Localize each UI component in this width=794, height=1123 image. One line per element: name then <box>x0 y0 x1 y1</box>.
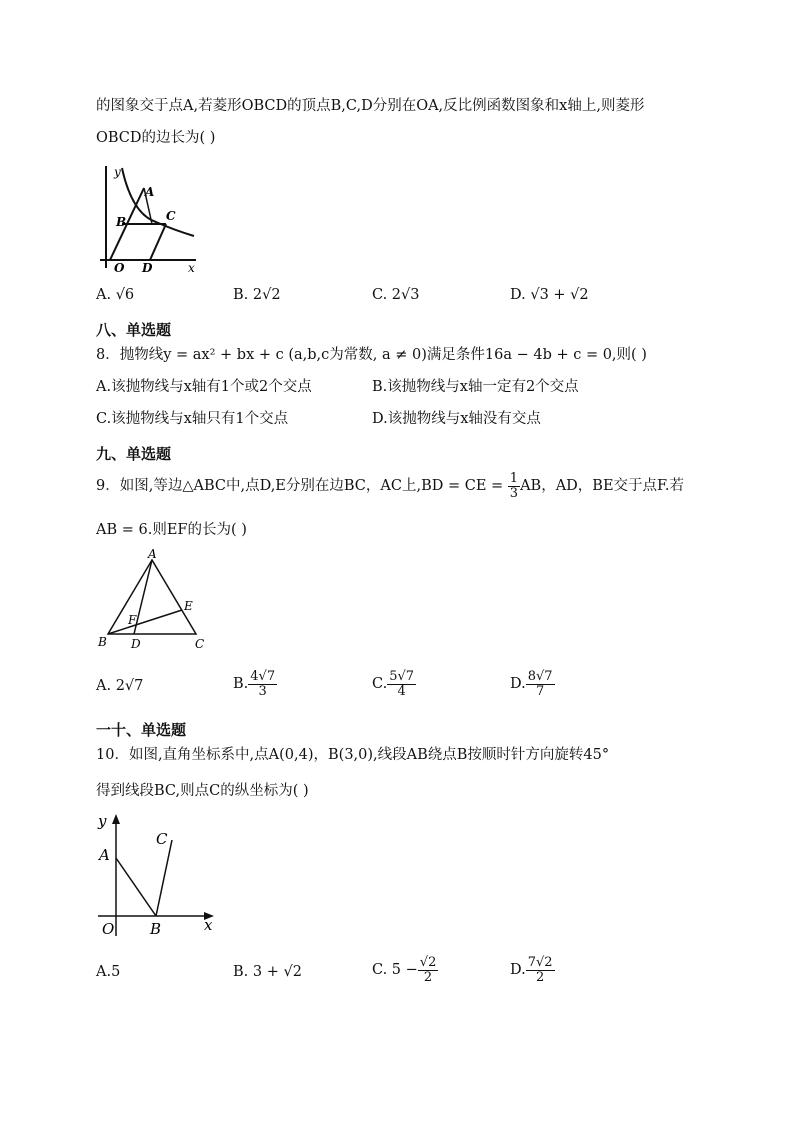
q10-option-c-den: 2 <box>423 969 433 985</box>
q9-option-b-den: 3 <box>258 683 267 699</box>
q7-label-x: x <box>188 261 195 275</box>
q10-label-O: O <box>102 920 115 938</box>
q10-option-d-prefix: D. <box>510 962 526 978</box>
q9-frac-num: 1 <box>509 470 519 486</box>
q10-stem-line1: 10．如图,直角坐标系中,点A(0,4)，B(3,0),线段AB绕点B按顺时针方向旋转45° <box>96 747 610 763</box>
q10-option-d-den: 2 <box>535 969 545 985</box>
q10-option-d[interactable] <box>510 950 555 990</box>
section-8-heading: 八、单选题 <box>96 321 172 339</box>
q9-option-d-fraction <box>526 670 555 699</box>
q10-option-c-num: √2 <box>419 954 437 970</box>
q9-label-C: C <box>195 637 205 651</box>
q9-option-d[interactable] <box>510 664 555 704</box>
q9-option-b-num: 4√7 <box>250 668 276 684</box>
q7-label-D: D <box>142 261 153 275</box>
q9-option-a[interactable]: A. 2√7 <box>96 678 144 694</box>
q8-stem: 8．抛物线y = ax² + bx + c (a,b,c为常数, a ≠ 0)满足条件16a − 4b + c = 0,则( ) <box>96 347 647 363</box>
q10-option-c-fraction <box>418 956 439 985</box>
q9-label-D: D <box>131 637 141 651</box>
q9-label-F: F <box>128 613 137 627</box>
q7-stem-line2: OBCD的边长为( ) <box>96 130 216 146</box>
q9-label-B: B <box>98 635 107 649</box>
q10-option-d-fraction <box>526 956 555 985</box>
q9-figure <box>96 547 216 651</box>
q10-option-a[interactable]: A.5 <box>96 964 121 980</box>
q10-y-arrow <box>112 814 120 824</box>
q9-option-c-den: 4 <box>397 683 406 699</box>
q7-label-y: y <box>114 165 121 179</box>
q10-option-d-num: 7√2 <box>527 954 553 970</box>
q9-option-c-num: 5√7 <box>389 668 415 684</box>
q10-stem-line2: 得到线段BC,则点C的纵坐标为( ) <box>96 783 309 799</box>
q7-label-O: O <box>114 261 125 275</box>
q9-option-c[interactable] <box>372 664 416 704</box>
q9-stem-part2: AB，AD，BE交于点F.若 <box>520 478 684 494</box>
q8-option-d[interactable]: D.该抛物线与x轴没有交点 <box>372 411 541 427</box>
q7-figure <box>96 164 206 274</box>
q9-option-b-prefix: B. <box>233 676 249 692</box>
q7-label-B: B <box>116 215 127 229</box>
q9-option-d-prefix: D. <box>510 676 526 692</box>
q7-option-d[interactable]: D. √3 + √2 <box>510 287 589 303</box>
q10-label-C: C <box>156 830 168 848</box>
q10-segment-BC <box>156 840 172 916</box>
q10-label-y: y <box>98 812 107 830</box>
q9-segment-BE <box>108 610 182 634</box>
q9-option-c-prefix: C. <box>372 676 388 692</box>
q8-option-c[interactable]: C.该抛物线与x轴只有1个交点 <box>96 411 289 427</box>
q9-label-A: A <box>148 547 157 561</box>
q7-label-C: C <box>166 209 176 223</box>
q10-label-x: x <box>204 916 213 934</box>
q7-option-a[interactable]: A. √6 <box>96 287 135 303</box>
q10-option-c-prefix: C. 5 − <box>372 962 418 978</box>
q10-segment-AB <box>116 858 156 916</box>
q7-option-c[interactable]: C. 2√3 <box>372 287 420 303</box>
q7-stem-line1: 的图象交于点A,若菱形OBCD的顶点B,C,D分别在OA,反比例函数图象和x轴上,则菱形 <box>96 98 645 114</box>
section-9-heading: 九、单选题 <box>96 445 172 463</box>
q9-option-b-fraction <box>248 670 277 699</box>
q8-option-b[interactable]: B.该抛物线与x轴一定有2个交点 <box>372 379 579 395</box>
q10-figure <box>96 812 226 942</box>
q9-triangle-ABC <box>108 560 196 634</box>
q9-stem-part1: 9．如图,等边△ABC中,点D,E分别在边BC，AC上,BD = CE = <box>96 478 508 494</box>
q10-option-c[interactable] <box>372 950 438 990</box>
q7-label-A: A <box>145 185 155 199</box>
q10-label-B: B <box>150 920 162 938</box>
q10-label-A: A <box>99 846 110 864</box>
q9-option-c-fraction <box>387 670 416 699</box>
q9-label-E: E <box>184 599 193 613</box>
q8-option-a[interactable]: A.该抛物线与x轴有1个或2个交点 <box>96 379 312 395</box>
q9-frac-den: 3 <box>509 485 519 501</box>
q9-stem-line1 <box>96 469 684 503</box>
q7-option-b[interactable]: B. 2√2 <box>233 287 281 303</box>
q9-option-d-num: 8√7 <box>527 668 553 684</box>
q9-option-d-den: 7 <box>535 683 545 699</box>
q9-fraction-one-third <box>508 472 520 501</box>
q9-stem-line2: AB = 6.则EF的长为( ) <box>96 522 247 538</box>
q7-hyperbola <box>122 168 194 236</box>
q7-segment-CD <box>150 224 166 260</box>
section-10-heading: 一十、单选题 <box>96 721 187 739</box>
q10-option-b[interactable]: B. 3 + √2 <box>233 964 302 980</box>
q9-option-b[interactable] <box>233 664 277 704</box>
